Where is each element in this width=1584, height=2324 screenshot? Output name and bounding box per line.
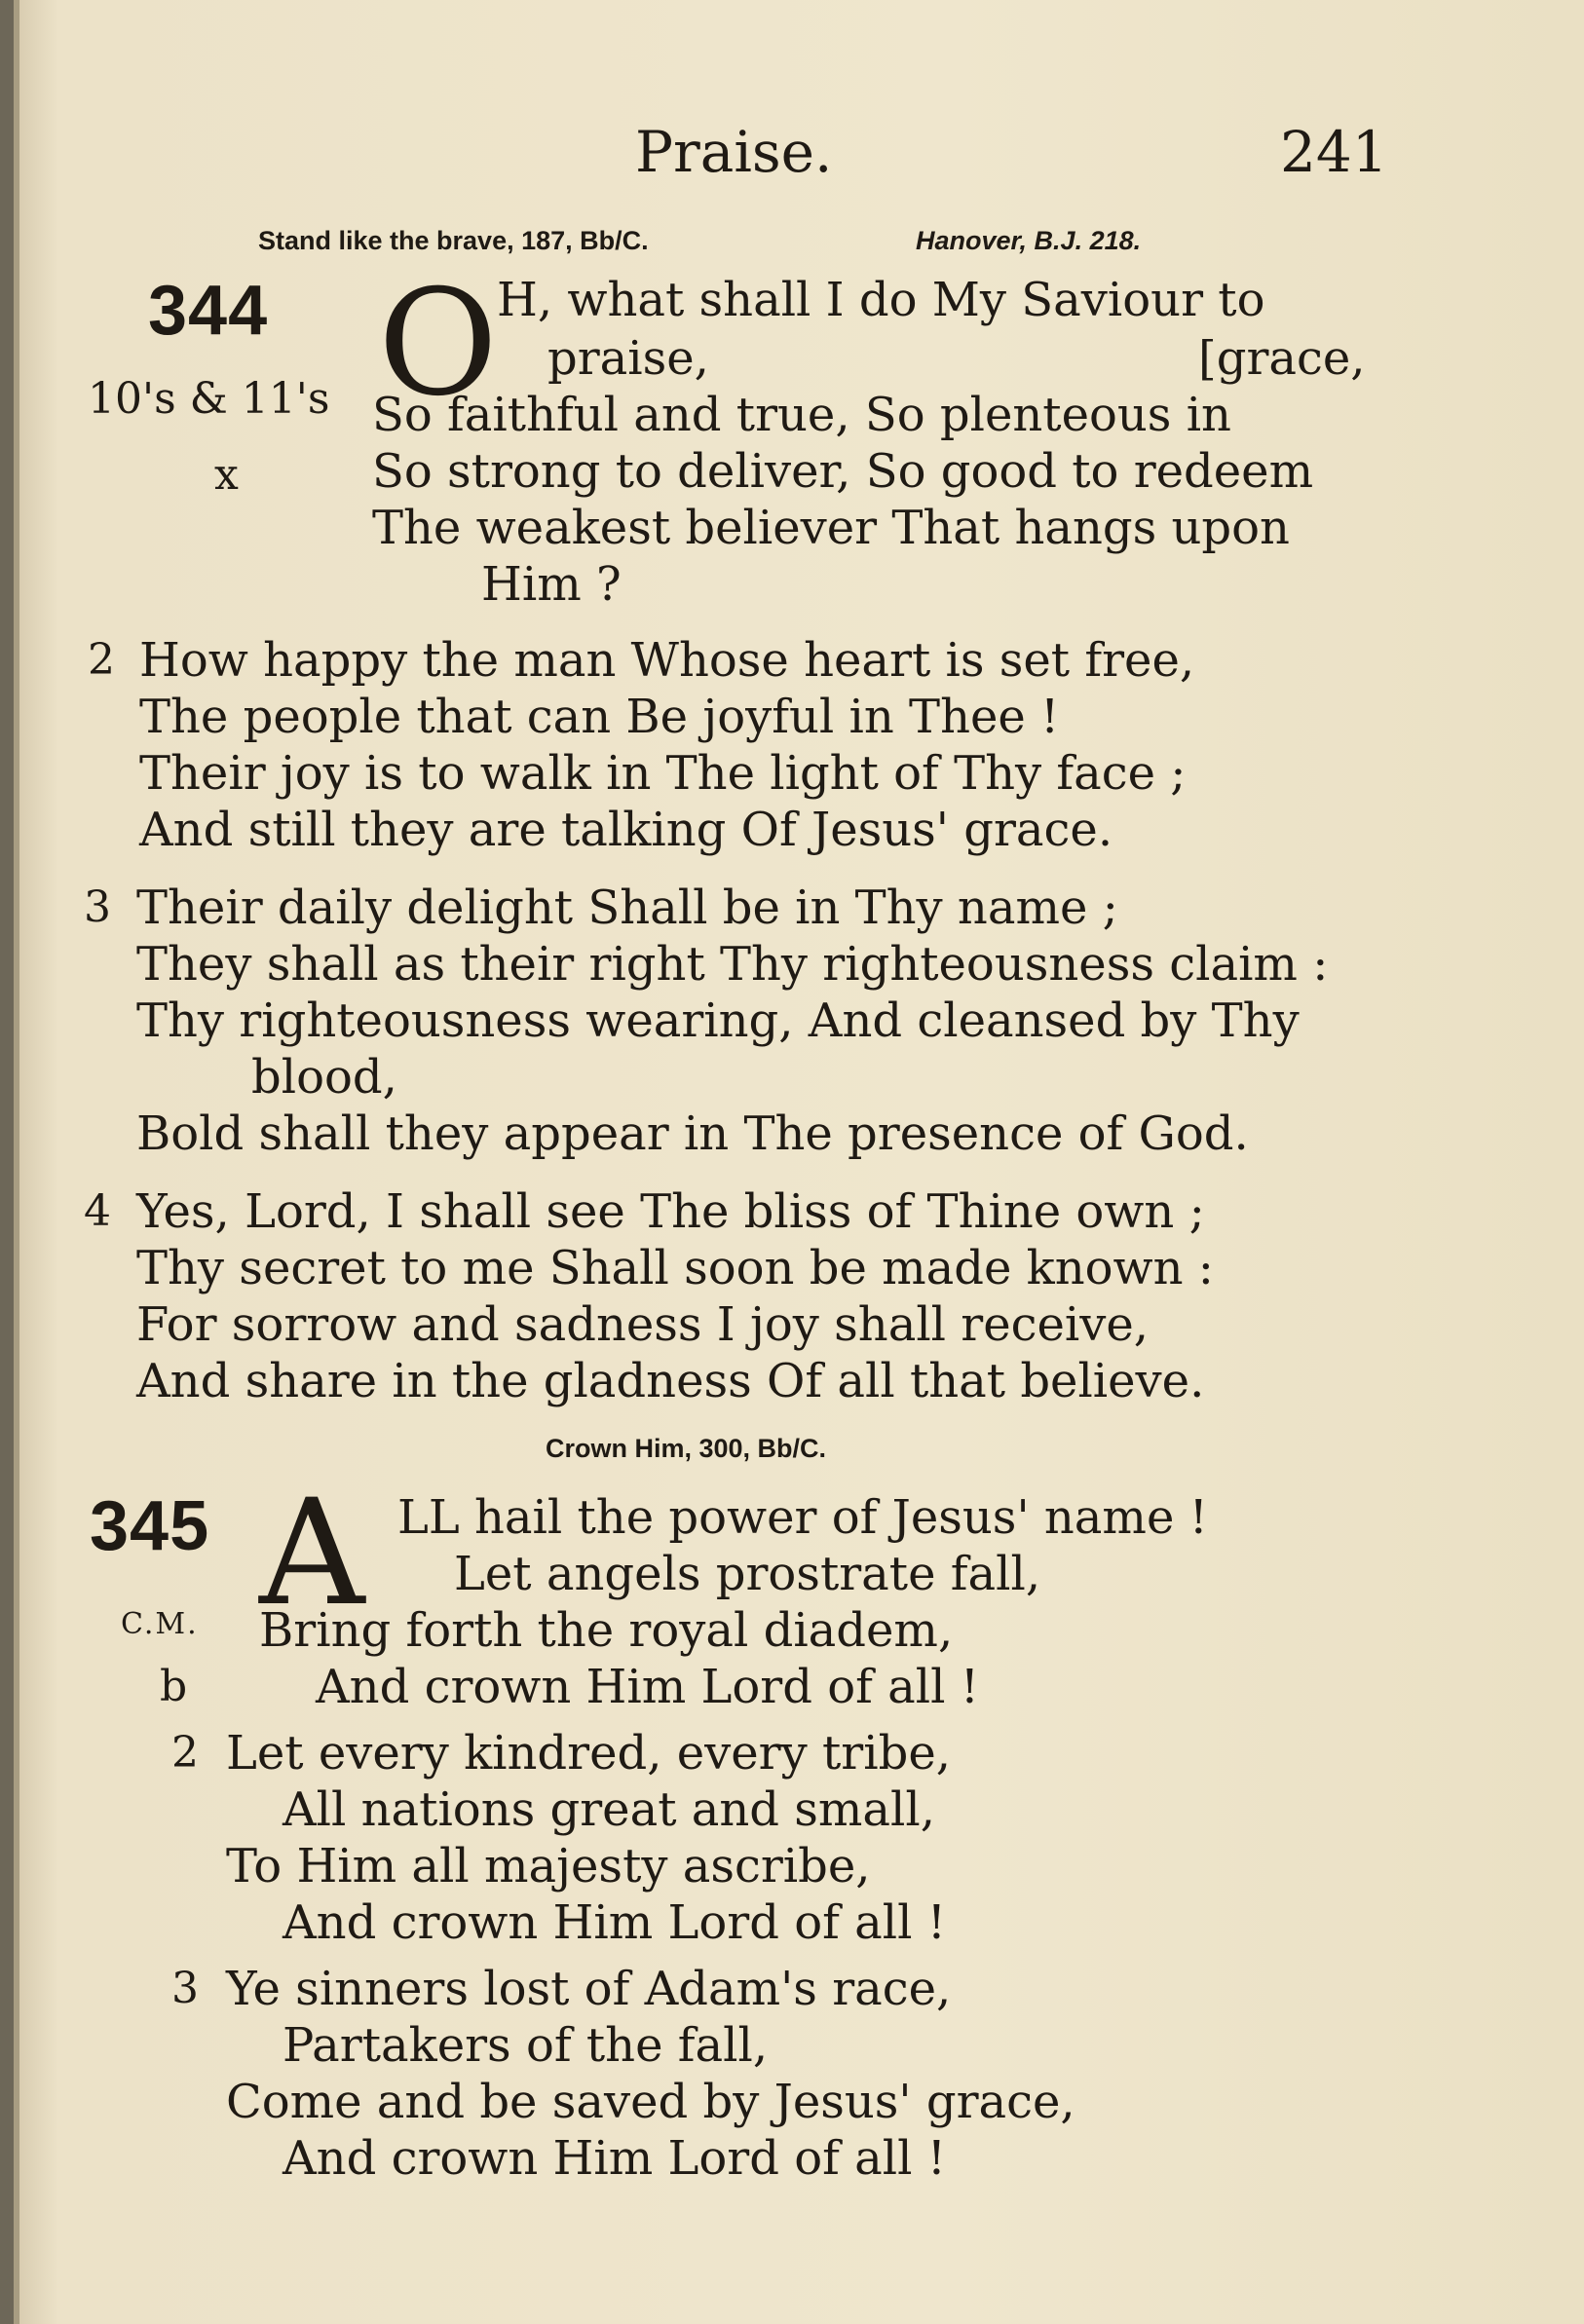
- hymn-344-v2-line: Their joy is to walk in The light of Thy face ;: [139, 746, 1187, 801]
- hymn-345-v2-line: All nations great and small,: [283, 1782, 935, 1837]
- hymn-344-v3-line: Thy righteousness wearing, And cleansed by Thy: [136, 993, 1300, 1048]
- hymn-345-tune: Crown Him, 300, Bb/C.: [546, 1434, 827, 1463]
- hymn-344-v4-line: For sorrow and sadness I joy shall receive,: [136, 1297, 1150, 1352]
- hymn-345-drop-cap: A: [259, 1469, 365, 1638]
- hymn-344-v2-line: How happy the man Whose heart is set free,: [139, 633, 1195, 688]
- hymn-344-v1-line: H, what shall I do My Saviour to: [497, 273, 1265, 327]
- hymn-345-v1-line: And crown Him Lord of all !: [316, 1660, 980, 1714]
- hymn-344-verse-number: 3: [84, 882, 111, 932]
- hymn-344-meter: 10's & 11's: [88, 374, 330, 424]
- hymn-344-tune-left: Stand like the brave, 187, Bb/C.: [258, 226, 649, 255]
- hymn-345-v1-line: Bring forth the royal diadem,: [259, 1603, 954, 1658]
- hymn-345-v2-line: Let every kindred, every tribe,: [226, 1726, 951, 1780]
- hymn-344-drop-cap: O: [378, 259, 498, 429]
- hymn-344-v3-line: They shall as their right Thy righteousness claim :: [136, 937, 1329, 992]
- hymn-345-v3-line: Partakers of the fall,: [283, 2018, 769, 2073]
- hymn-344-mark: x: [214, 450, 239, 500]
- hymn-344-v4-line: Yes, Lord, I shall see The bliss of Thine own ;: [136, 1184, 1205, 1239]
- hymn-345-verse-number: 2: [171, 1728, 199, 1778]
- hymn-344-v3-line: Their daily delight Shall be in Thy name ;: [136, 881, 1118, 935]
- hymn-345-mark: b: [160, 1662, 188, 1711]
- hymn-345-v2-line: And crown Him Lord of all !: [283, 1895, 947, 1950]
- hymn-344-tune-right: Hanover, B.J. 218.: [916, 226, 1142, 255]
- hymn-344-v4-line: And share in the gladness Of all that believe.: [136, 1354, 1205, 1408]
- hymn-344-v1-line: [grace,: [1198, 331, 1366, 386]
- page-title: Praise.: [635, 119, 833, 185]
- hymn-344-v2-line: And still they are talking Of Jesus' grace.: [139, 803, 1113, 857]
- book-spine-shadow: [14, 0, 19, 2324]
- hymn-345-meter: C.M.: [121, 1607, 199, 1641]
- hymn-345-v1-line: LL hail the power of Jesus' name !: [397, 1490, 1208, 1545]
- hymn-345-v1-line: Let angels prostrate fall,: [454, 1547, 1041, 1601]
- hymn-344-v2-line: The people that can Be joyful in Thee !: [139, 690, 1060, 744]
- page-number: 241: [1280, 119, 1388, 185]
- hymn-345-v3-line: Come and be saved by Jesus' grace,: [226, 2075, 1075, 2129]
- hymn-344-v1-line: praise,: [547, 331, 709, 386]
- hymn-345-v3-line: And crown Him Lord of all !: [283, 2131, 947, 2186]
- book-spine-edge: [0, 0, 14, 2324]
- hymn-345-v3-line: Ye sinners lost of Adam's race,: [226, 1962, 952, 2016]
- hymn-344-v1-line: The weakest believer That hangs upon: [372, 501, 1290, 555]
- hymn-344-v4-line: Thy secret to me Shall soon be made known :: [136, 1241, 1214, 1295]
- hymn-344-verse-number: 2: [88, 635, 115, 685]
- hymn-345-verse-number: 3: [171, 1964, 199, 2013]
- hymn-344-verse-number: 4: [84, 1186, 111, 1236]
- hymn-344-v3-line: blood,: [251, 1050, 397, 1105]
- hymn-344-v1-line: Him ?: [481, 557, 622, 612]
- hymn-344-number: 344: [148, 272, 269, 350]
- hymn-345-v2-line: To Him all majesty ascribe,: [226, 1839, 871, 1893]
- hymn-344-v1-line: So strong to deliver, So good to redeem: [372, 444, 1314, 499]
- hymn-345-number: 345: [90, 1487, 210, 1565]
- hymn-344-v3-line: Bold shall they appear in The presence of God.: [136, 1106, 1249, 1161]
- hymn-344-v1-line: So faithful and true, So plenteous in: [372, 388, 1231, 442]
